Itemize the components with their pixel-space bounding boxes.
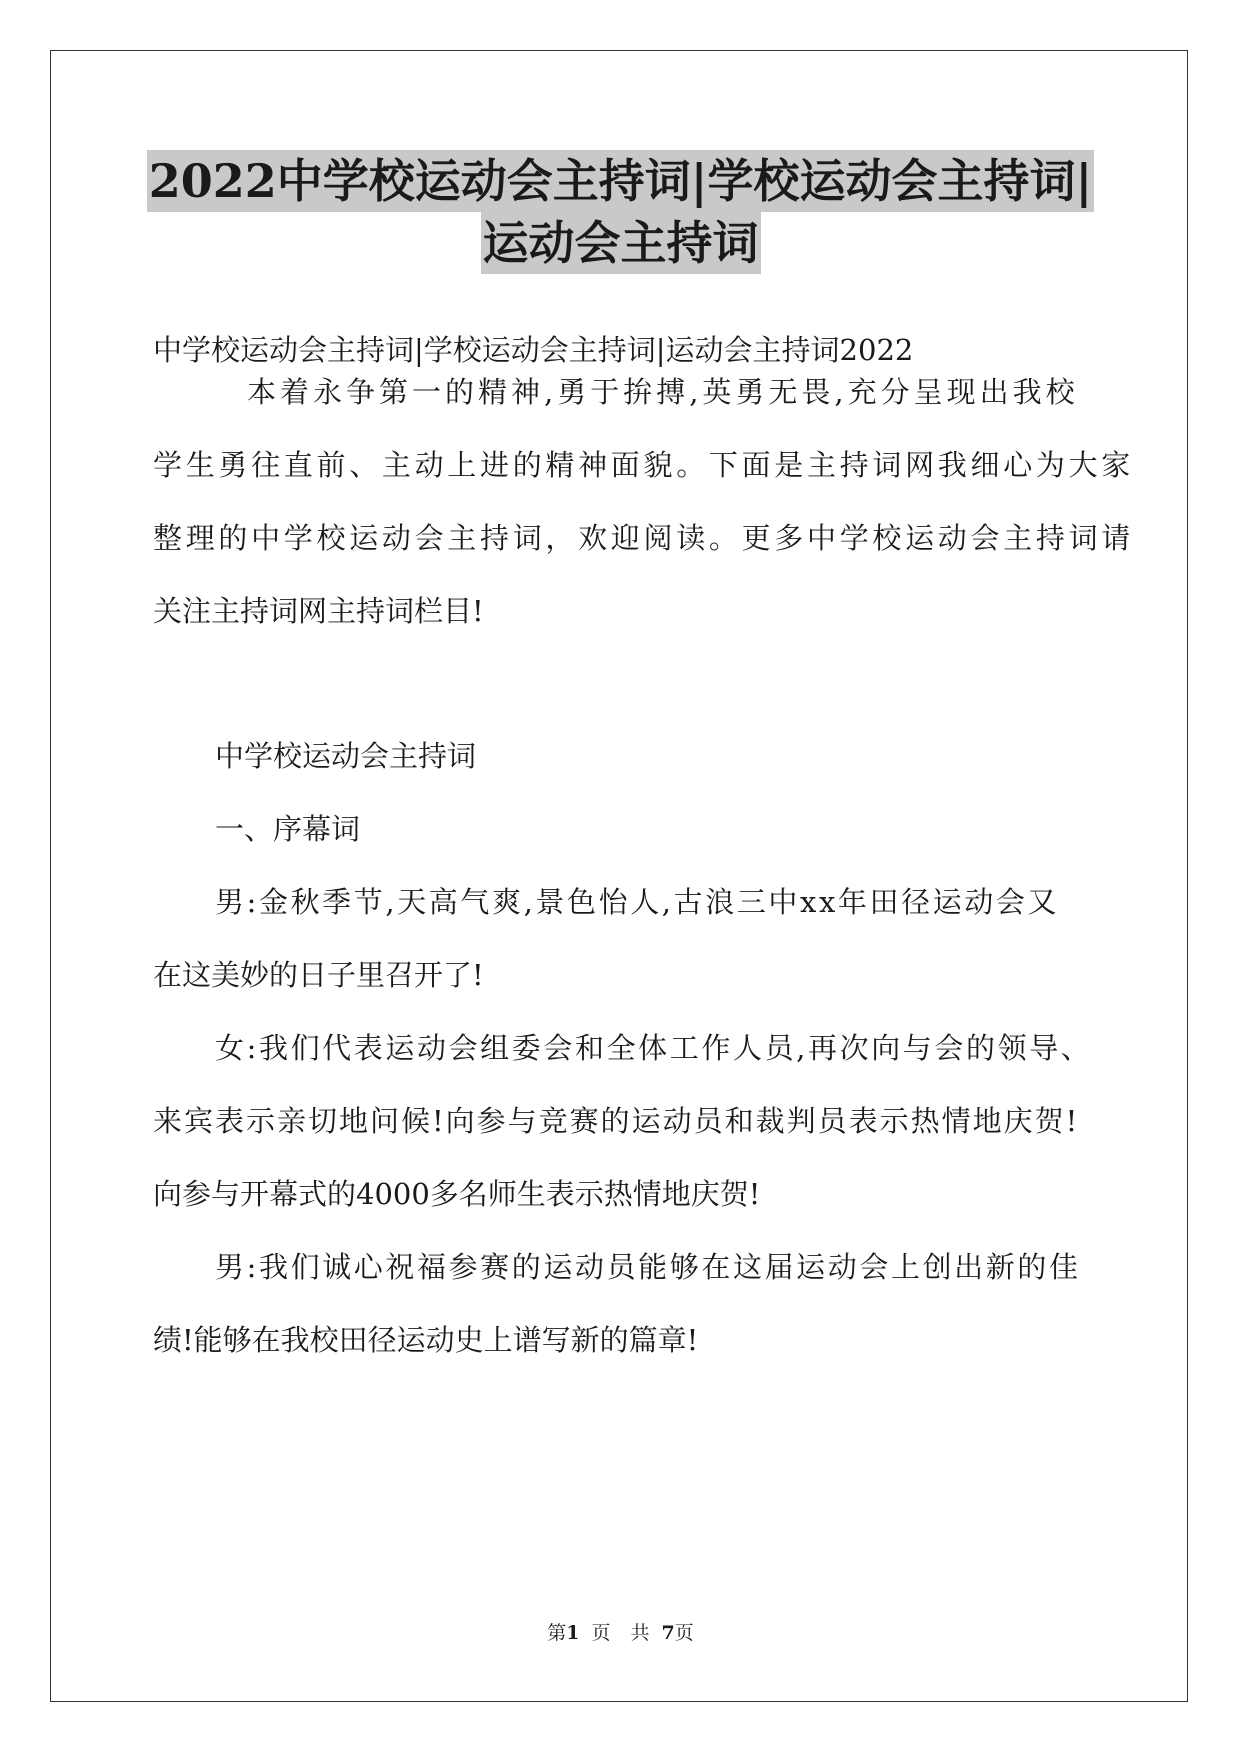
paragraph-line: 绩!能够在我校田径运动史上谱写新的篇章! xyxy=(153,1323,699,1357)
paragraph-line: 学生勇往直前、主动上进的精神面貌。下面是主持词网我细心为大家 xyxy=(153,448,1135,482)
footer-page-suffix: 页 xyxy=(591,1622,611,1644)
footer-page-prefix: 第 xyxy=(547,1622,567,1644)
paragraph-line: 整理的中学校运动会主持词，欢迎阅读。更多中学校运动会主持词请 xyxy=(153,521,1135,555)
paragraph-line: 本着永争第一的精神,勇于拚搏,英勇无畏,充分呈现出我校 xyxy=(247,375,1079,409)
document-subtitle: 中学校运动会主持词|学校运动会主持词|运动会主持词2022 xyxy=(153,333,914,367)
section-heading: 中学校运动会主持词 xyxy=(215,739,477,773)
page-footer xyxy=(0,1621,1241,1645)
paragraph-line: 向参与开幕式的4000多名师生表示热情地庆贺! xyxy=(153,1177,761,1211)
paragraph-line: 女:我们代表运动会组委会和全体工作人员,再次向与会的领导、 xyxy=(215,1031,1093,1065)
footer-page-number: 1 xyxy=(566,1622,580,1644)
title-line-1: 2022中学校运动会主持词|学校运动会主持词| xyxy=(147,150,1095,212)
paragraph-line: 关注主持词网主持词栏目! xyxy=(153,594,484,628)
paragraph-line: 男:我们诚心祝福参赛的运动员能够在这届运动会上创出新的佳 xyxy=(215,1250,1081,1284)
footer-total-prefix: 共 xyxy=(630,1622,650,1644)
footer-total-suffix: 页 xyxy=(674,1622,694,1644)
section-subheading: 一、序幕词 xyxy=(215,812,361,846)
paragraph-line: 在这美妙的日子里召开了! xyxy=(153,958,484,992)
document-title xyxy=(100,150,1141,274)
footer-total-number: 7 xyxy=(661,1622,675,1644)
page-border xyxy=(50,50,1188,1702)
paragraph-line: 来宾表示亲切地问候!向参与竞赛的运动员和裁判员表示热情地庆贺! xyxy=(153,1104,1080,1138)
paragraph-line: 男:金秋季节,天高气爽,景色怡人,古浪三中xx年田径运动会又 xyxy=(215,885,1060,919)
title-line-2: 运动会主持词 xyxy=(481,212,761,274)
